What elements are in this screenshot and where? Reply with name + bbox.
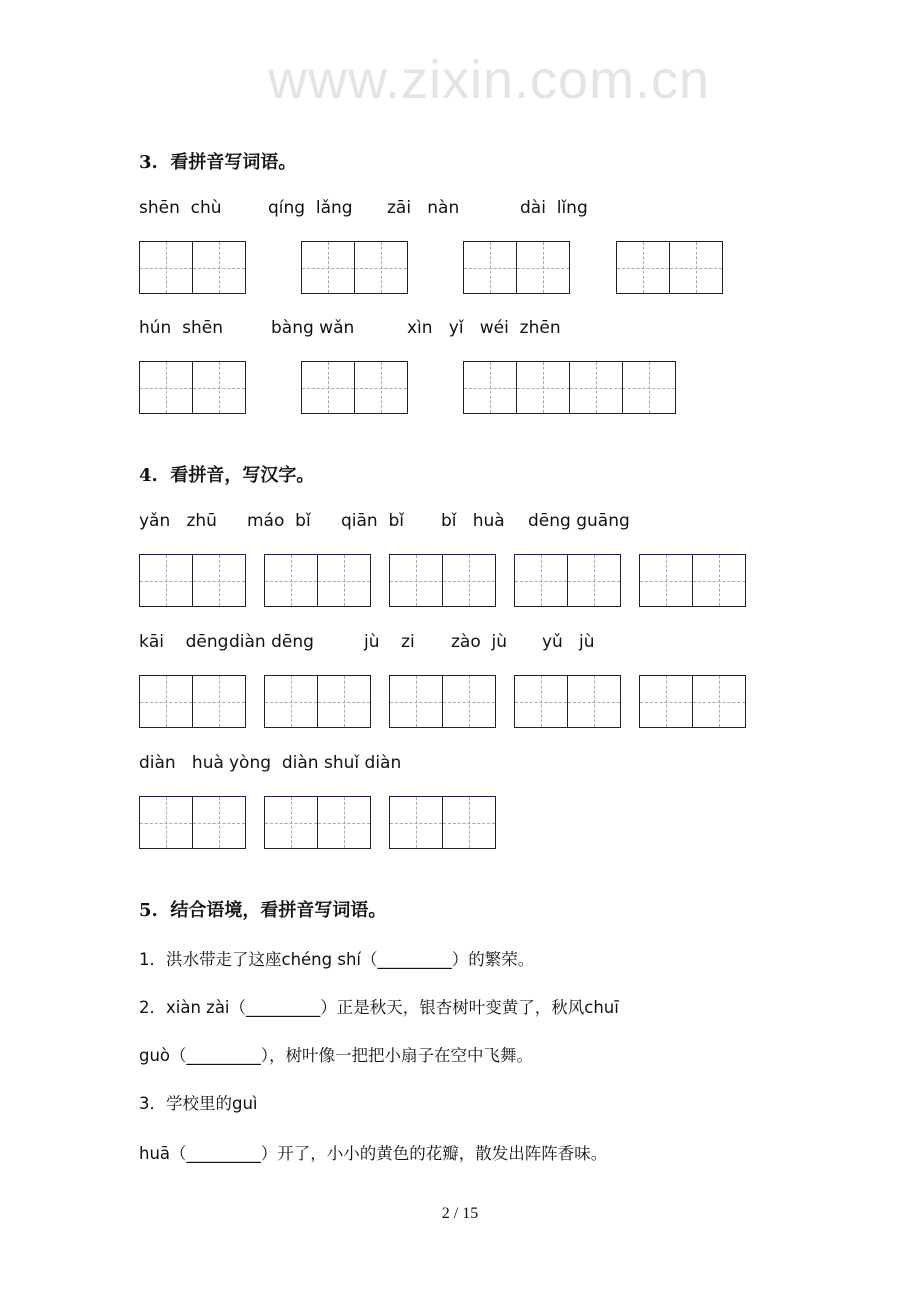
tian-zi-ge-cell [570,362,623,413]
pinyin: dēng guāng [528,511,630,531]
tian-zi-ge-cell [140,242,193,293]
writing-grid [139,361,246,414]
tian-zi-ge-cell [464,362,517,413]
tian-zi-ge-cell [443,676,495,727]
tian-zi-ge-cell [568,676,620,727]
writing-grid [264,554,371,607]
section-4-title: 4. 看拼音，写汉字。 [139,465,315,486]
pinyin: yǔ jù [542,632,595,652]
sentence: 1．洪水带走了这座chéng shí（_________）的繁荣。 [139,950,535,969]
tian-zi-ge-cell [318,676,370,727]
tian-zi-ge-cell [640,676,693,727]
tian-zi-ge-cell [318,555,370,606]
tian-zi-ge-cell [623,362,675,413]
writing-grid [616,241,723,294]
pinyin: bàng wǎn [271,318,355,338]
tian-zi-ge-cell [302,242,355,293]
writing-grid [514,554,621,607]
tian-zi-ge-cell [140,555,193,606]
section-3-title: 3. 看拼音写词语。 [139,152,297,173]
pinyin: bǐ huà [441,511,505,531]
pinyin: zào jù [451,632,508,652]
writing-grid [514,675,621,728]
tian-zi-ge-cell [693,555,745,606]
tian-zi-ge-cell [443,797,495,848]
tian-zi-ge-cell [265,797,318,848]
writing-grid [139,796,246,849]
tian-zi-ge-cell [193,676,245,727]
sentence: guò（_________），树叶像一把把小扇子在空中飞舞。 [139,1046,534,1065]
tian-zi-ge-cell [302,362,355,413]
writing-grid [389,675,496,728]
writing-grid [389,796,496,849]
writing-grid [264,796,371,849]
page-number: 2 / 15 [441,1205,479,1222]
tian-zi-ge-cell [517,362,570,413]
tian-zi-ge-cell [568,555,620,606]
sentence: 2．xiàn zài（_________）正是秋天，银杏树叶变黄了，秋风chuī [139,998,619,1017]
tian-zi-ge-cell [464,242,517,293]
writing-grid [139,675,246,728]
tian-zi-ge-cell [443,555,495,606]
writing-grid [139,241,246,294]
tian-zi-ge-cell [355,242,407,293]
tian-zi-ge-cell [390,797,443,848]
pinyin: zāi nàn [387,198,460,218]
tian-zi-ge-cell [140,676,193,727]
writing-grid [639,554,746,607]
tian-zi-ge-cell [517,242,569,293]
writing-grid [639,675,746,728]
pinyin: yǎn zhū [139,511,217,531]
tian-zi-ge-cell [390,555,443,606]
watermark: www.zixin.com.cn [268,50,711,110]
pinyin: shuǐ diàn [324,753,402,773]
pinyin: shēn chù [139,198,222,218]
pinyin: hún shēn [139,318,223,338]
section-5-title: 5. 结合语境，看拼音写词语。 [139,900,387,921]
writing-grid [139,554,246,607]
tian-zi-ge-cell [617,242,670,293]
sentence: 3．学校里的guì [139,1094,258,1113]
tian-zi-ge-cell [193,362,245,413]
tian-zi-ge-cell [265,555,318,606]
writing-grid [463,241,570,294]
writing-grid [463,361,676,414]
pinyin: diàn huà [139,753,224,773]
pinyin: yòng diàn [229,753,319,773]
tian-zi-ge-cell [515,676,568,727]
sentence: huā（_________）开了，小小的黄色的花瓣，散发出阵阵香味。 [139,1144,608,1163]
pinyin: xìn yǐ wéi zhēn [407,318,561,338]
tian-zi-ge-cell [265,676,318,727]
pinyin: qiān bǐ [341,511,405,531]
tian-zi-ge-cell [193,555,245,606]
pinyin: diàn dēng [229,632,314,652]
tian-zi-ge-cell [640,555,693,606]
tian-zi-ge-cell [193,242,245,293]
tian-zi-ge-cell [355,362,407,413]
writing-grid [389,554,496,607]
pinyin: jù zi [364,632,415,652]
writing-grid [301,241,408,294]
pinyin: qíng lǎng [268,198,353,218]
writing-grid [301,361,408,414]
writing-grid [264,675,371,728]
pinyin: máo bǐ [247,511,311,531]
tian-zi-ge-cell [140,797,193,848]
pinyin: kāi dēng [139,632,229,652]
tian-zi-ge-cell [140,362,193,413]
tian-zi-ge-cell [390,676,443,727]
tian-zi-ge-cell [318,797,370,848]
tian-zi-ge-cell [515,555,568,606]
tian-zi-ge-cell [670,242,722,293]
tian-zi-ge-cell [693,676,745,727]
tian-zi-ge-cell [193,797,245,848]
pinyin: dài lǐng [520,198,588,218]
